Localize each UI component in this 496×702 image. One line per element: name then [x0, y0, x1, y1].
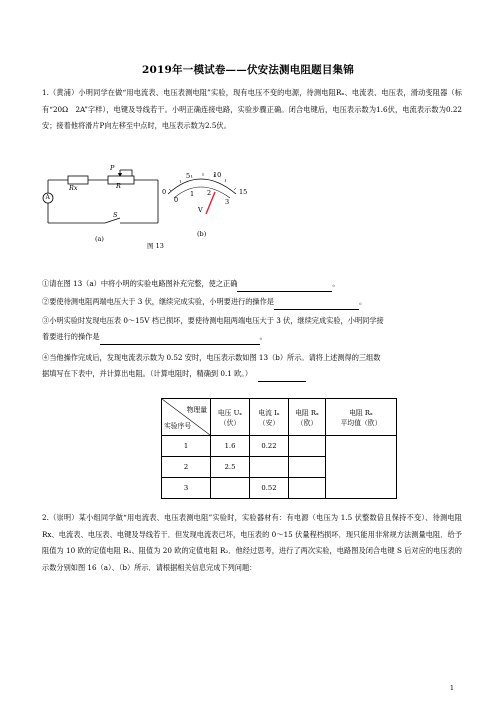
- question-1: [42, 276, 462, 292]
- scale-upper-15: 15: [239, 188, 248, 196]
- answer-blank-1[interactable]: [237, 281, 332, 292]
- header-voltage: [211, 399, 250, 436]
- cell-resistance[interactable]: [289, 457, 326, 478]
- header-diagonal-cell: [162, 399, 211, 436]
- caption-b: (b): [197, 230, 207, 238]
- period-1: 。: [332, 279, 340, 288]
- question-4a: ④当他操作完成后，发现电流表示数为 0.52 安时，电压表示数如图 13（b）所示。请将上述测得的三组数: [42, 353, 381, 362]
- rheostat: [108, 176, 134, 184]
- cell-trial: 3: [162, 478, 211, 499]
- problem2-text: 2.（崇明）某小组同学做“用电流表、电压表测电阻”实验时，实验器材有：有电源（电压为 1.5 伏整数倍且保持不变）、待测电阻 Rx、电流表、电压表、电键及导线若干．但发现电流表已坏，电压表的 0～15 伏量程档损坏．现只能用非常规方法测量电阻．给予阻值为 10 欧的定值电阻 R₁、阻值为 20 欧的定值电阻 R₂．他经过思考，进行了两次实验，电路图及闭合电键 S 后对应的电压表的示数分别如图 16（a）、（b）所示．请根据相关信息完成下列问题：: [42, 513, 462, 572]
- scale-lower-1: 1: [190, 190, 195, 198]
- cell-trial: 2: [162, 457, 211, 478]
- question-2: [42, 294, 462, 310]
- period-2: 。: [358, 297, 367, 306]
- cell-resistance[interactable]: [289, 436, 326, 457]
- cell-current[interactable]: 0.52: [250, 478, 289, 499]
- question-4: [42, 366, 462, 382]
- label-ammeter: A: [45, 194, 50, 201]
- page-title: 2019年一模试卷——伏安法测电阻题目集锦: [142, 64, 354, 76]
- question-1-text: ①请在图 13（a）中将小明的实验电路图补充完整，使之正确: [42, 279, 238, 288]
- header-current: [250, 399, 289, 436]
- header-resistance-unit: （欧）: [296, 419, 318, 427]
- header-resistance-label: 电阻 Rₓ: [295, 409, 319, 417]
- cell-average[interactable]: [326, 436, 397, 499]
- scale-upper-5: 5: [186, 172, 191, 180]
- period-3: 。: [259, 332, 267, 341]
- scale-upper-0: 0: [162, 188, 167, 196]
- header-resistance: [289, 399, 326, 436]
- page-number: 1: [449, 684, 454, 692]
- cell-voltage[interactable]: 2.5: [211, 457, 250, 478]
- question-3b-text: 着要进行的操作是: [42, 332, 100, 341]
- header-average: [326, 399, 397, 436]
- cell-voltage[interactable]: 1.6: [211, 436, 250, 457]
- answer-blank-3[interactable]: [100, 334, 260, 345]
- cell-trial: 1: [162, 436, 211, 457]
- header-voltage-unit: （伏）: [219, 419, 241, 427]
- cell-current[interactable]: 0.22: [250, 436, 289, 457]
- header-average-label: 电阻 Rₓ: [349, 409, 373, 417]
- table-header-row: [162, 399, 397, 436]
- scale-lower-3: 3: [225, 198, 230, 206]
- header-current-unit: （安）: [258, 419, 280, 427]
- meter-unit: V: [198, 206, 203, 214]
- rx-resistor: [68, 176, 88, 184]
- header-trial-number: 实验序号: [164, 422, 192, 430]
- data-table: [161, 398, 397, 499]
- header-average-unit: 平均值（欧）: [340, 419, 382, 427]
- label-p: P: [110, 164, 115, 172]
- figure-13: [40, 164, 280, 253]
- scale-lower-0: 0: [174, 196, 179, 204]
- label-r: R: [116, 182, 121, 190]
- cell-voltage[interactable]: [211, 478, 250, 499]
- answer-blank-4[interactable]: [258, 371, 306, 382]
- header-quantity: 物理量: [186, 406, 207, 414]
- scale-upper-10: 10: [213, 171, 222, 179]
- scale-lower-2: 2: [207, 189, 212, 197]
- caption-a: (a): [95, 235, 104, 243]
- circuit-diagram: [43, 170, 158, 223]
- question-3: [42, 329, 462, 345]
- cell-resistance[interactable]: [289, 478, 326, 499]
- question-4b-text: 据填写在下表中，并计算出电阻。（计算电阻时，精确到 0.1 欧。）: [42, 369, 253, 378]
- problem1-text: 1.（黄浦）小明同学在做“用电流表、电压表测电阻”实验，现有电压不变的电源，待测电阻Rₓ、电流表、电压表，滑动变阻器（标有“20Ω 2A”字样），电键及导线若干。小明正确连接电路，实验步骤正确。闭合电键后，电压表示数为1.6伏，电流表示数为0.22安；接着他将滑片P向左移至中点时，电压表示数为2.5伏。: [42, 88, 462, 130]
- header-voltage-label: 电压 Uₓ: [217, 409, 243, 417]
- cell-current[interactable]: [250, 457, 289, 478]
- question-2-text: ②要使待测电阻两端电压大于 3 伏，继续完成实验，小明要进行的操作是: [42, 297, 274, 306]
- answer-blank-2[interactable]: [274, 299, 359, 310]
- figure-number: 图 13: [147, 242, 164, 250]
- header-current-label: 电流 Iₓ: [258, 409, 280, 417]
- label-s: S: [113, 211, 118, 219]
- label-rx: Rx: [69, 184, 78, 192]
- table-row: [162, 436, 397, 457]
- question-3a: ③小明实验时发现电压表 0～15V 档已损坏，要使待测电阻两端电压大于 3 伏，继续完成实验，小明同学接: [42, 316, 384, 325]
